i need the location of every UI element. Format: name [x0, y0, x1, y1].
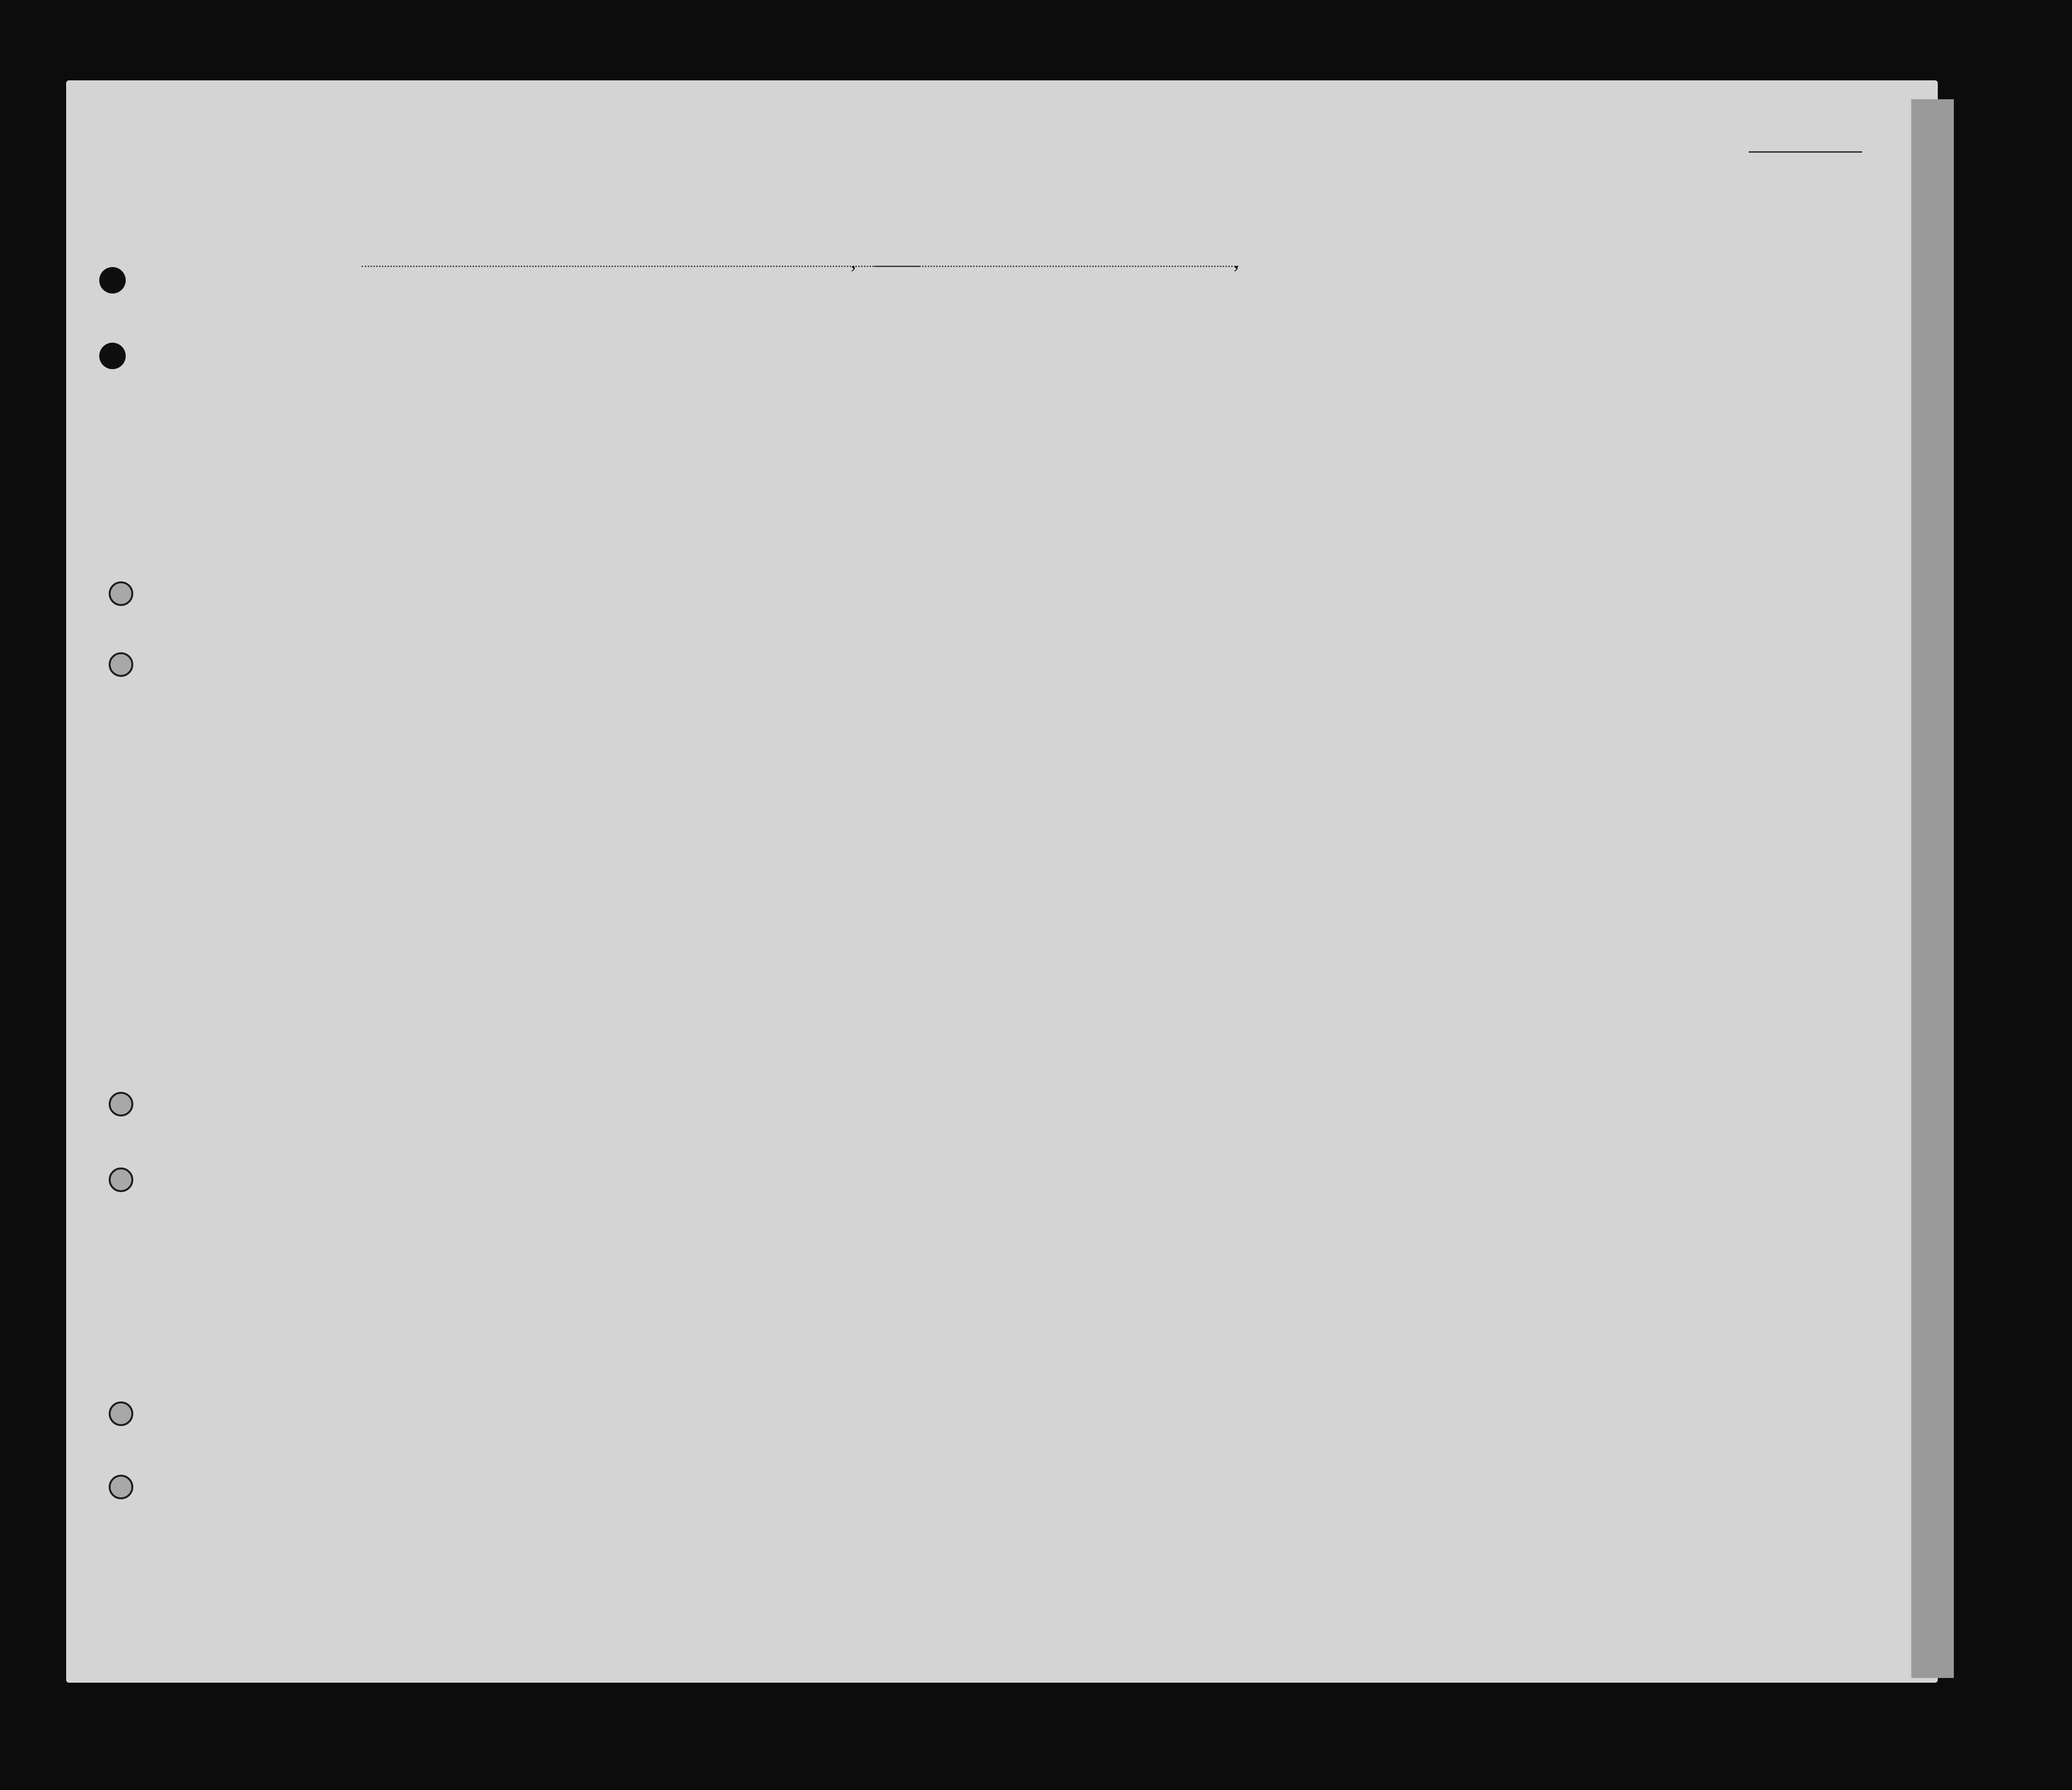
manifest-sheet: [66, 80, 1938, 1683]
punch-hole-5: [109, 1401, 133, 1426]
punch-hole-6: [109, 1475, 133, 1499]
binding-page-edge: [1909, 99, 1954, 1678]
punch-hole-3: [109, 1092, 133, 1116]
comma-2: ,: [1234, 249, 1239, 273]
comma: ,: [851, 249, 856, 273]
binder-hole-1: [99, 267, 126, 294]
binder-hole-2: [99, 343, 126, 369]
punch-hole-2: [109, 652, 133, 677]
punch-hole-4: [109, 1167, 133, 1192]
table-grid: [66, 80, 1938, 1683]
punch-hole-1: [109, 581, 133, 606]
